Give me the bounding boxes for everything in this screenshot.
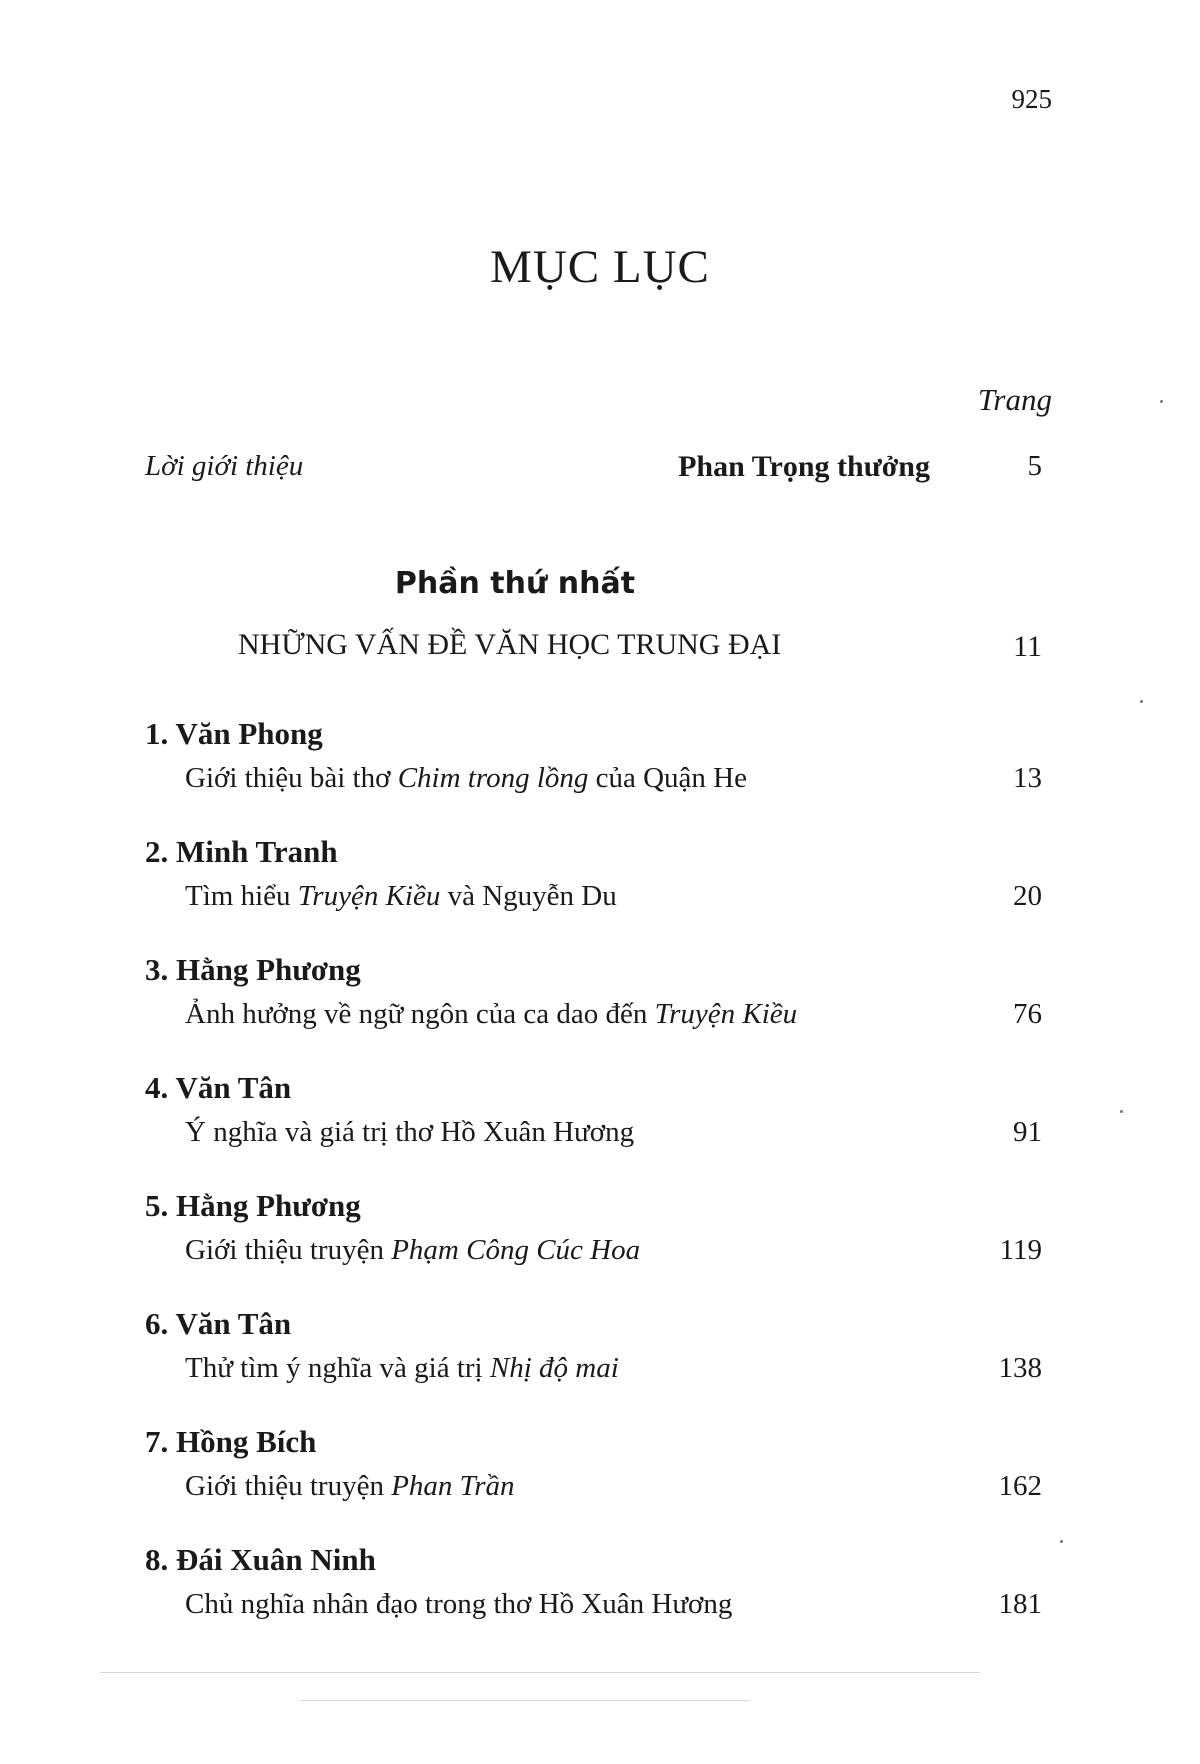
work-text: Chủ nghĩa nhân đạo trong thơ Hồ Xuân Hương <box>185 1588 733 1620</box>
intro-page: 5 <box>1027 450 1042 482</box>
entry-work <box>185 1352 619 1385</box>
work-italic: Truyện Kiều <box>297 880 441 912</box>
entry-work <box>185 1116 634 1149</box>
work-text: Ảnh hưởng về ngữ ngôn của ca dao đến <box>185 998 655 1030</box>
toc-entry <box>0 834 1200 944</box>
work-text: và Nguyễn Du <box>440 880 617 912</box>
part-page: 11 <box>1013 630 1042 663</box>
entry-page: 162 <box>998 1470 1042 1502</box>
entry-work <box>185 1234 640 1267</box>
scan-speck <box>1140 700 1143 703</box>
scan-speck <box>1160 400 1163 403</box>
toc-entry <box>0 952 1200 1062</box>
entry-author: 1. Văn Phong <box>145 716 323 751</box>
entry-work <box>185 998 797 1031</box>
entry-author: 4. Văn Tân <box>145 1070 292 1105</box>
toc-entry <box>0 1542 1200 1652</box>
work-italic: Phan Trần <box>391 1470 515 1502</box>
toc-entry <box>0 1070 1200 1180</box>
entry-author: 8. Đái Xuân Ninh <box>145 1542 376 1577</box>
entry-author: 3. Hằng Phương <box>145 952 361 987</box>
entry-page: 13 <box>1013 762 1042 794</box>
part-label: Phần thứ nhất <box>394 566 636 601</box>
work-text: của Quận He <box>588 762 747 794</box>
work-text: Ý nghĩa và giá trị thơ Hồ Xuân Hương <box>185 1116 635 1148</box>
entry-work <box>185 880 617 913</box>
bleed-through-line <box>300 1700 750 1701</box>
work-text: Tìm hiểu <box>185 880 298 912</box>
toc-entry <box>0 1188 1200 1298</box>
bleed-through-line <box>100 1672 980 1673</box>
entry-page: 138 <box>998 1352 1042 1384</box>
work-text: Giới thiệu truyện <box>185 1234 392 1266</box>
work-italic: Truyện Kiều <box>654 998 798 1030</box>
page-column-label: Trang <box>977 382 1052 417</box>
work-italic: Chim trong lồng <box>397 762 589 794</box>
work-text: Giới thiệu truyện <box>185 1470 392 1502</box>
toc-entry <box>0 1306 1200 1416</box>
entry-page: 181 <box>998 1588 1042 1620</box>
intro-author: Phan Trọng thưởng <box>678 450 930 483</box>
entry-page: 91 <box>1013 1116 1042 1148</box>
entry-work <box>185 762 747 795</box>
toc-entry <box>0 716 1200 826</box>
entry-author: 7. Hồng Bích <box>145 1424 317 1459</box>
work-text: Thử tìm ý nghĩa và giá trị <box>185 1352 490 1384</box>
page-title: MỤC LỤC <box>490 241 710 293</box>
entry-page: 119 <box>999 1234 1042 1266</box>
entry-author: 2. Minh Tranh <box>145 834 338 869</box>
entry-author: 6. Văn Tân <box>145 1306 292 1341</box>
toc-entry <box>0 1424 1200 1534</box>
entry-page: 76 <box>1013 998 1042 1030</box>
part-title: NHỮNG VẤN ĐỀ VĂN HỌC TRUNG ĐẠI <box>238 628 782 661</box>
work-italic: Phạm Công Cúc Hoa <box>391 1234 641 1266</box>
entry-author: 5. Hằng Phương <box>145 1188 361 1223</box>
intro-label: Lời giới thiệu <box>145 450 304 482</box>
entry-work <box>185 1470 515 1503</box>
work-text: Giới thiệu bài thơ <box>185 762 398 794</box>
entry-work <box>185 1588 732 1621</box>
page-number: 925 <box>1011 84 1052 114</box>
work-italic: Nhị độ mai <box>489 1352 619 1384</box>
entry-page: 20 <box>1013 880 1042 912</box>
